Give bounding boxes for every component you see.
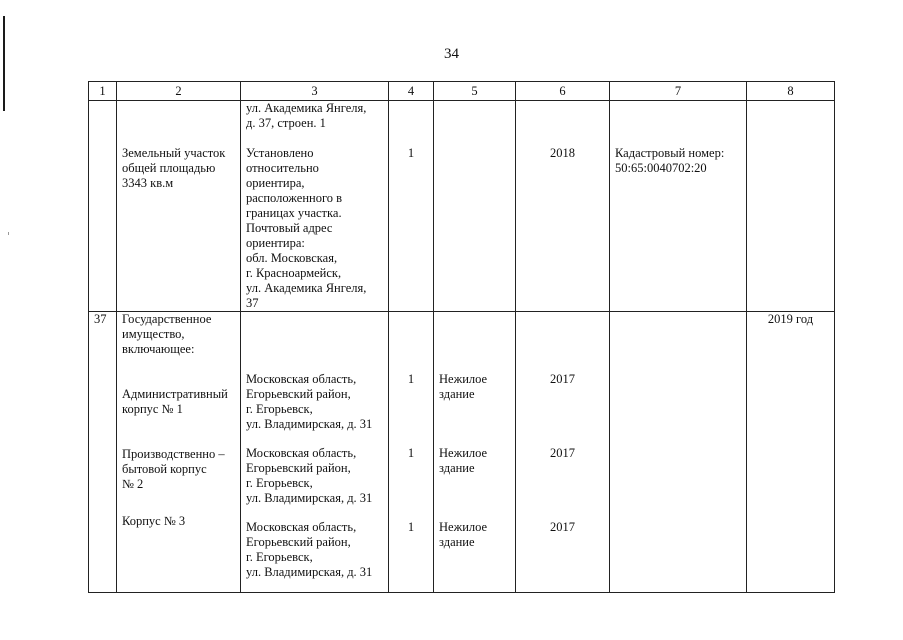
- cell-note: [610, 101, 747, 312]
- column-number-row: [89, 82, 835, 101]
- item-2-name: Производственно – бытовой корпус № 2: [122, 447, 225, 491]
- column-header-6: 6: [516, 82, 610, 101]
- address-continuation: ул. Академика Янгеля, д. 37, строен. 1: [246, 101, 367, 130]
- land-plot-quantity: 1: [407, 146, 415, 160]
- land-plot-name: Земельный участок общей площадью 3343 кв.м: [122, 146, 226, 190]
- item-1-name: Административный корпус № 1: [122, 387, 228, 416]
- row-number: [89, 312, 117, 593]
- item-2-quantity: 1: [407, 446, 415, 460]
- cell-year: [516, 101, 610, 312]
- cell-deadline: [747, 101, 835, 312]
- item-2-year: 2017: [550, 446, 575, 460]
- cell-name: [117, 312, 241, 593]
- cell-quantity: [389, 101, 434, 312]
- cell-location: [241, 312, 389, 593]
- cell-location: [241, 101, 389, 312]
- cell-purpose: [434, 101, 516, 312]
- column-header-2: 2: [117, 82, 241, 101]
- property-table: [88, 81, 835, 593]
- cell-purpose: [434, 312, 516, 593]
- land-plot-location: Установлено относительно ориентира, расположенного в границах участка. Почтовый адрес ориентира: обл. Московская, г. Красноармейск, ул. Академика Янгеля, 37: [246, 146, 367, 310]
- item-1-location: Московская область, Егорьевский район, г. Егорьевск, ул. Владимирская, д. 31: [246, 372, 373, 431]
- cell-year: [516, 312, 610, 593]
- item-3-year: 2017: [550, 520, 575, 534]
- scan-edge-mark: [3, 16, 5, 111]
- table-row-37: [89, 312, 835, 593]
- page-number: 34: [444, 46, 459, 62]
- cell-deadline: [747, 312, 835, 593]
- item-1-purpose: Нежилое здание: [439, 372, 488, 401]
- column-header-1: 1: [89, 82, 117, 101]
- row-number-value: 37: [94, 312, 107, 326]
- column-header-4: 4: [389, 82, 434, 101]
- item-3-location: Московская область, Егорьевский район, г. Егорьевск, ул. Владимирская, д. 31: [246, 520, 373, 579]
- cadastral-number-note: Кадастровый номер: 50:65:0040702:20: [615, 146, 725, 175]
- cell-name: [117, 101, 241, 312]
- cell-quantity: [389, 312, 434, 593]
- column-header-7: 7: [610, 82, 747, 101]
- item-2-purpose: Нежилое здание: [439, 446, 488, 475]
- column-header-8: 8: [747, 82, 835, 101]
- column-header-3: 3: [241, 82, 389, 101]
- cell-number: [89, 101, 117, 312]
- item-2-location: Московская область, Егорьевский район, г. Егорьевск, ул. Владимирская, д. 31: [246, 446, 373, 505]
- item-1-year: 2017: [550, 372, 575, 386]
- table-row-continuation: [89, 101, 835, 312]
- cell-note: [610, 312, 747, 593]
- column-header-5: 5: [434, 82, 516, 101]
- land-plot-year: 2018: [550, 146, 575, 160]
- property-group-title: Государственное имущество, включающее:: [122, 312, 212, 356]
- item-1-quantity: 1: [407, 372, 415, 386]
- scan-speck: [8, 232, 9, 235]
- item-3-purpose: Нежилое здание: [439, 520, 488, 549]
- item-3-name: Корпус № 3: [122, 514, 186, 528]
- deadline-year: 2019 год: [767, 312, 814, 326]
- item-3-quantity: 1: [407, 520, 415, 534]
